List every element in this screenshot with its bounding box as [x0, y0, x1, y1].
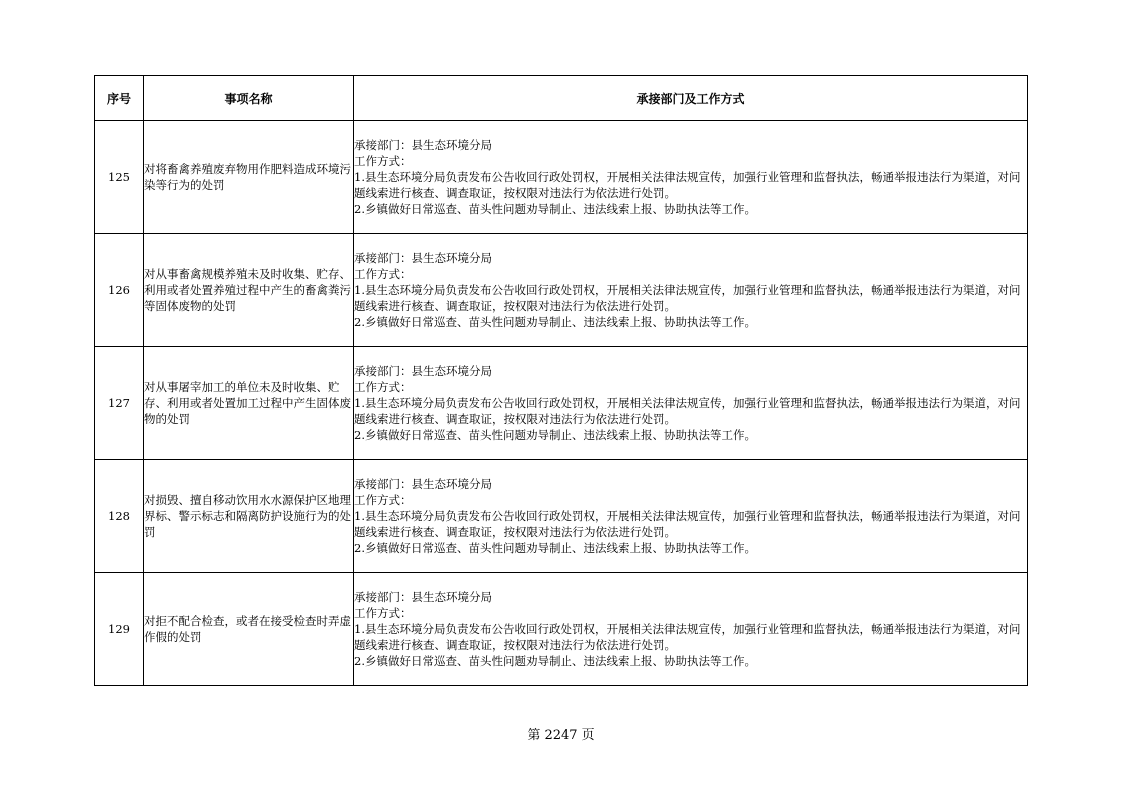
- row-item2: 2.乡镇做好日常巡查、苗头性问题劝导制止、违法线索上报、协助执法等工作。: [354, 202, 756, 216]
- header-method: 承接部门及工作方式: [354, 76, 1028, 121]
- row-item1: 1.县生态环境分局负责发布公告收回行政处罚权，开展相关法律法规宣传，加强行业管理和监督执法，畅通举报违法行为渠道，对问题线索进行核查、调查取证，按权限对违法行为依法进行处罚。: [354, 622, 1021, 652]
- row-item2: 2.乡镇做好日常巡查、苗头性问题劝导制止、违法线索上报、协助执法等工作。: [354, 654, 756, 668]
- row-method: [354, 234, 1028, 347]
- table-row: [95, 573, 1028, 686]
- row-item-name: 对拒不配合检查，或者在接受检查时弄虚作假的处罚: [144, 573, 354, 686]
- row-item-name: 对将畜禽养殖废弃物用作肥料造成环境污染等行为的处罚: [144, 121, 354, 234]
- row-method: [354, 121, 1028, 234]
- row-method: [354, 347, 1028, 460]
- header-seq: 序号: [95, 76, 144, 121]
- row-item2: 2.乡镇做好日常巡查、苗头性问题劝导制止、违法线索上报、协助执法等工作。: [354, 541, 756, 555]
- row-item2: 2.乡镇做好日常巡查、苗头性问题劝导制止、违法线索上报、协助执法等工作。: [354, 428, 756, 442]
- row-mode-label: 工作方式：: [354, 267, 412, 281]
- row-mode-label: 工作方式：: [354, 380, 412, 394]
- row-mode-label: 工作方式：: [354, 606, 412, 620]
- row-seq: 126: [95, 234, 144, 347]
- row-seq: 127: [95, 347, 144, 460]
- header-name: 事项名称: [144, 76, 354, 121]
- row-item1: 1.县生态环境分局负责发布公告收回行政处罚权，开展相关法律法规宣传，加强行业管理和监督执法，畅通举报违法行为渠道，对问题线索进行核查、调查取证，按权限对违法行为依法进行处罚。: [354, 283, 1021, 313]
- table-row: [95, 121, 1028, 234]
- row-seq: 128: [95, 460, 144, 573]
- row-dept: 承接部门：县生态环境分局: [354, 138, 492, 152]
- row-dept: 承接部门：县生态环境分局: [354, 364, 492, 378]
- row-seq: 125: [95, 121, 144, 234]
- row-mode-label: 工作方式：: [354, 154, 412, 168]
- row-item1: 1.县生态环境分局负责发布公告收回行政处罚权，开展相关法律法规宣传，加强行业管理和监督执法，畅通举报违法行为渠道，对问题线索进行核查、调查取证，按权限对违法行为依法进行处罚。: [354, 396, 1021, 426]
- row-item-name: 对从事畜禽规模养殖未及时收集、贮存、利用或者处置养殖过程中产生的畜禽粪污等固体废物的处罚: [144, 234, 354, 347]
- row-dept: 承接部门：县生态环境分局: [354, 477, 492, 491]
- row-item1: 1.县生态环境分局负责发布公告收回行政处罚权，开展相关法律法规宣传，加强行业管理和监督执法，畅通举报违法行为渠道，对问题线索进行核查、调查取证，按权限对违法行为依法进行处罚。: [354, 170, 1021, 200]
- row-item1: 1.县生态环境分局负责发布公告收回行政处罚权，开展相关法律法规宣传，加强行业管理和监督执法，畅通举报违法行为渠道，对问题线索进行核查、调查取证，按权限对违法行为依法进行处罚。: [354, 509, 1021, 539]
- table-row: [95, 347, 1028, 460]
- row-seq: 129: [95, 573, 144, 686]
- page-number: 第 2247 页: [527, 728, 595, 743]
- header-row: [95, 76, 1028, 121]
- items-table: [94, 75, 1028, 686]
- row-mode-label: 工作方式：: [354, 493, 412, 507]
- table-row: [95, 234, 1028, 347]
- row-item-name: 对从事屠宰加工的单位未及时收集、贮存、利用或者处置加工过程中产生固体废物的处罚: [144, 347, 354, 460]
- row-item2: 2.乡镇做好日常巡查、苗头性问题劝导制止、违法线索上报、协助执法等工作。: [354, 315, 756, 329]
- row-method: [354, 573, 1028, 686]
- table-row: [95, 460, 1028, 573]
- row-dept: 承接部门：县生态环境分局: [354, 251, 492, 265]
- row-dept: 承接部门：县生态环境分局: [354, 590, 492, 604]
- row-item-name: 对损毁、擅自移动饮用水水源保护区地理界标、警示标志和隔离防护设施行为的处罚: [144, 460, 354, 573]
- row-method: [354, 460, 1028, 573]
